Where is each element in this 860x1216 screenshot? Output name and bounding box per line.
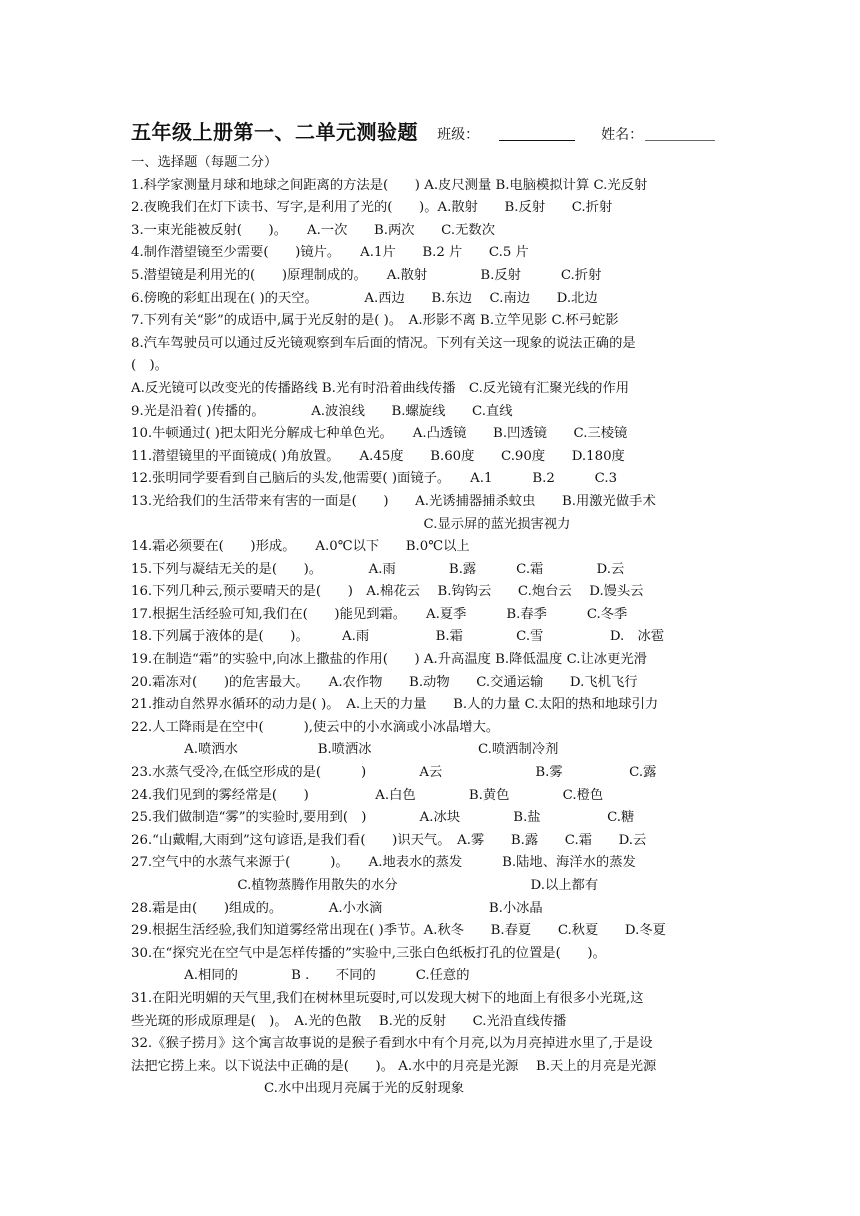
question-line: A.反光镜可以改变光的传播路线 B.光有时沿着曲线传播 C.反光镜有汇聚光线的作用 <box>131 380 630 396</box>
class-blank <box>499 124 575 141</box>
question-list <box>131 152 741 1101</box>
question-line: 8.汽车驾驶员可以通过反光镜观察到车后面的情况。下列有关这一现象的说法正确的是 <box>131 335 636 351</box>
question-line: 法把它捞上来。以下说法中正确的是( )。 A.水中的月亮是光源 B.天上的月亮是光源 <box>131 1058 657 1074</box>
question-line: 28.霜是由( )组成的。 A.小水滴 B.小冰晶 <box>131 900 543 916</box>
page-title: 五年级上册第一、二单元测验题 <box>131 120 418 144</box>
question-line: 26.“山戴帽,大雨到”这句谚语,是我们看( )识天气。 A.雾 B.露 C.霜 D.云 <box>131 832 647 848</box>
question-line: 18.下列属于液体的是( )。 A.雨 B.霜 C.雪 D. 冰雹 <box>131 629 665 645</box>
question-line: 10.牛顿通过( )把太阳光分解成七种单色光。 A.凸透镜 B.凹透镜 C.三棱镜 <box>131 426 628 442</box>
question-line: 6.傍晚的彩虹出现在( )的天空。 A.西边 B.东边 C.南边 D.北边 <box>131 290 598 306</box>
header <box>131 116 751 146</box>
question-line: 24.我们见到的雾经常是( ) A.白色 B.黄色 C.橙色 <box>131 787 604 803</box>
question-line: 15.下列与凝结无关的是( )。 A.雨 B.露 C.霜 D.云 <box>131 561 625 577</box>
question-line: 11.潜望镜里的平面镜成( )角放置。 A.45度 B.60度 C.90度 D.180度 <box>131 448 625 464</box>
question-line: 32.《猴子捞月》这个寓言故事说的是猴子看到水中有个月亮,以为月亮掉进水里了,于是设 <box>131 1036 653 1052</box>
question-line: 23.水蒸气受冷,在低空形成的是( ) A云 B.雾 C.露 <box>131 765 657 781</box>
question-line: 20.霜冻对( )的危害最大。 A.农作物 B.动物 C.交通运输 D.飞机飞行 <box>131 674 638 690</box>
question-line: 19.在制造“霜”的实验中,向冰上撒盐的作用( ) A.升高温度 B.降低温度 C.让冰更光滑 <box>131 652 647 668</box>
question-line: 7.下列有关“影”的成语中,属于光反射的是( )。 A.形影不离 B.立竿见影 C.杯弓蛇影 <box>131 313 619 329</box>
question-line: 14.霜必须要在( )形成。 A.0℃以下 B.0℃以上 <box>131 539 470 555</box>
question-line: 1.科学家测量月球和地球之间距离的方法是( ) A.皮尺测量 B.电脑模拟计算 C.光反射 <box>131 177 648 193</box>
class-label: 班级： <box>437 127 480 143</box>
question-line: 25.我们做制造“雾”的实验时,要用到( ) A.冰块 B.盐 C.糖 <box>131 810 635 826</box>
question-line: 5.潜望镜是利用光的( )原理制成的。 A.散射 B.反射 C.折射 <box>131 267 602 283</box>
question-line: A.喷洒水 B.喷洒冰 C.喷洒制冷剂 <box>131 742 559 758</box>
question-line: 些光斑的形成原理是( )。 A.光的色散 B.光的反射 C.光沿直线传播 <box>131 1013 567 1029</box>
question-line: 2.夜晚我们在灯下读书、写字,是利用了光的( )。A.散射 B.反射 C.折射 <box>131 200 613 216</box>
question-line: C.植物蒸腾作用散失的水分 D.以上都有 <box>131 878 599 893</box>
question-line: 21.推动自然界水循环的动力是( )。 A.上天的力量 B.人的力量 C.太阳的热和地球引力 <box>131 697 659 713</box>
question-line: 30.在“探究光在空气中是怎样传播的”实验中,三张白色纸板打孔的位置是( )。 <box>131 945 606 961</box>
question-line: 22.人工降雨是在空中( ),使云中的小水滴或小冰晶增大。 <box>131 719 500 735</box>
question-line: 4.制作潜望镜至少需要( )镜片。 A.1片 B.2 片 C.5 片 <box>131 245 529 261</box>
question-line: ( )。 <box>131 358 168 374</box>
question-line: C.显示屏的蓝光损害视力 <box>131 516 571 532</box>
name-blank <box>645 124 715 141</box>
question-line: C.水中出现月亮属于光的反射现象 <box>131 1081 465 1097</box>
question-line: 31.在阳光明媚的天气里,我们在树林里玩耍时,可以发现大树下的地面上有很多小光斑,这 <box>131 990 644 1006</box>
question-line: 13.光给我们的生活带来有害的一面是( ) A.光诱捕器捕杀蚊虫 B.用激光做手术 <box>131 493 656 509</box>
question-line: 12.张明同学要看到自己脑后的头发,他需要( )面镜子。 A.1 B.2 C.3 <box>131 471 618 487</box>
question-line: A.相同的 B . 不同的 C.任意的 <box>131 968 470 984</box>
question-line: 9.光是沿着( )传播的。 A.波浪线 B.螺旋线 C.直线 <box>131 403 513 419</box>
question-line: 16.下列几种云,预示要晴天的是( ) A.棉花云 B.钩钩云 C.炮台云 D.馒头云 <box>131 584 644 600</box>
question-line: 29.根据生活经验,我们知道雾经常出现在( )季节。A.秋冬 B.春夏 C.秋夏 D.冬夏 <box>131 923 666 939</box>
section-heading: 一、选择题（每题二分） <box>131 155 278 170</box>
question-line: 3.一束光能被反射( )。 A.一次 B.两次 C.无数次 <box>131 222 495 238</box>
question-line: 17.根据生活经验可知,我们在( )能见到霜。 A.夏季 B.春季 C.冬季 <box>131 606 628 622</box>
name-label: 姓名： <box>601 127 644 143</box>
question-line: 27.空气中的水蒸气来源于( )。 A.地表水的蒸发 B.陆地、海洋水的蒸发 <box>131 855 636 871</box>
